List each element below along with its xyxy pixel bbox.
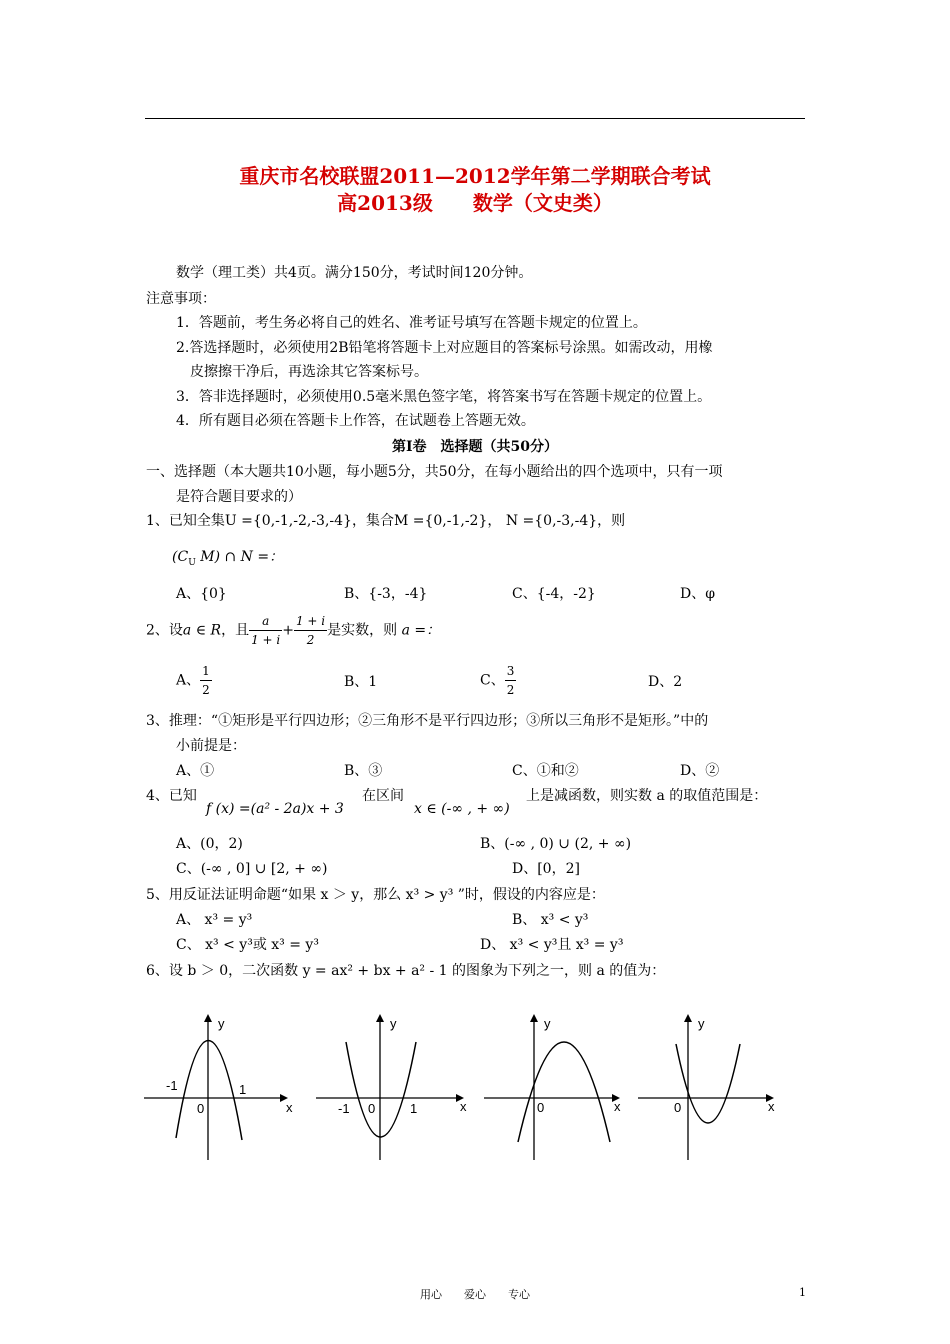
notes-heading: 注意事项：: [146, 291, 216, 307]
section-title: 第Ⅰ卷 选择题（共50分）: [391, 439, 559, 455]
y-label: y: [390, 1016, 397, 1031]
exam-subtitle: 高2013级 数学（文史类）: [337, 191, 613, 215]
q2-option-d: D、2: [648, 674, 683, 690]
q2-option-a: A、 $\frac{1}{2}$: [176, 664, 210, 697]
graph-2: [316, 1012, 472, 1162]
parabola: [518, 1042, 610, 1142]
exam-title: 重庆市名校联盟2011—2012学年第二学期联合考试: [239, 164, 711, 188]
origin-label: 0: [368, 1101, 376, 1116]
x-label: x: [286, 1100, 293, 1115]
q5-option-a: A、 x³ = y³: [176, 912, 253, 928]
footer-motto: 用心 爱心 专心: [420, 1288, 530, 1301]
root-right-label: 1: [410, 1101, 418, 1116]
q1-option-a: A、{0}: [176, 586, 227, 602]
q4-interval: x ∈ (-∞ , + ∞): [414, 801, 510, 817]
q3-option-a: A、①: [176, 763, 215, 779]
y-arrow: [204, 1014, 212, 1022]
q4-option-c: C、(-∞ , 0] ∪ [2, + ∞): [176, 861, 328, 877]
q3-option-b: B、③: [344, 763, 383, 779]
q3-stem-cont: 小前提是：: [176, 738, 246, 754]
q3-stem: 3、推理：“①矩形是平行四边形；②三角形不是平行四边形；③所以三角形不是矩形。”中的: [146, 713, 709, 729]
q4-prefix: 4、已知: [146, 788, 197, 804]
q5-option-b: B、 x³ < y³: [512, 912, 589, 928]
q5-option-d: D、 x³ < y³且 x³ = y³: [480, 937, 624, 953]
q5-option-c: C、 x³ < y³或 x³ = y³: [176, 937, 319, 953]
intro-text: 数学（理工类）共4页。满分150分，考试时间120分钟。: [176, 265, 533, 281]
x-label: x: [460, 1099, 467, 1114]
root-left-label: -1: [338, 1101, 350, 1116]
note-2: 2.答选择题时，必须使用2B铅笔将答题卡上对应题目的答案标号涂黑。如需改动，用橡: [176, 340, 713, 356]
x-label: x: [768, 1099, 775, 1114]
origin-label: 0: [537, 1100, 545, 1115]
y-arrow: [376, 1014, 384, 1022]
part1-line1: 一、选择题（本大题共10小题，每小题5分，共50分，在每小题给出的四个选项中，只有一项: [146, 464, 723, 480]
q1-option-c: C、{-4，-2}: [512, 586, 596, 602]
q4-suffix: 上是减函数，则实数 a 的取值范围是：: [526, 788, 768, 804]
part1-line2: 是符合题目要求的）: [176, 489, 302, 505]
q4-mid: 在区间: [362, 788, 404, 804]
q1-option-d: D、φ: [680, 586, 716, 602]
y-label: y: [544, 1016, 551, 1031]
root-right-label: 1: [239, 1082, 247, 1097]
q2-option-c: C、 $\frac{3}{2}$: [480, 664, 515, 697]
note-4: 4．所有题目必须在答题卡上作答，在试题卷上答题无效。: [176, 413, 535, 429]
graph-1: [144, 1012, 294, 1162]
graph-4: [638, 1012, 788, 1162]
y-arrow: [684, 1014, 692, 1022]
note-3: 3．答非选择题时，必须使用0.5毫米黑色签字笔，将答案书写在答题卡规定的位置上。: [176, 389, 712, 405]
page-number: 1: [799, 1286, 806, 1299]
parabola: [676, 1044, 740, 1123]
note-1: 1．答题前，考生务必将自己的姓名、准考证号填写在答题卡规定的位置上。: [176, 315, 647, 331]
q2-stem: 2、设a ∈ R，且 $\frac{a}{1 + i}$ + $\frac{1 + i}{2}$ 是实数，则 a =：: [146, 614, 441, 647]
origin-label: 0: [674, 1100, 682, 1115]
parabola: [176, 1040, 242, 1140]
q4-option-a: A、(0，2): [176, 836, 243, 852]
q4-option-b: B、(-∞ , 0) ∪ (2, + ∞): [480, 836, 632, 852]
q3-option-c: C、①和②: [512, 763, 579, 779]
x-label: x: [614, 1099, 621, 1114]
q5-stem: 5、用反证法证明命题“如果 x ＞ y，那么 x³ > y³ ”时，假设的内容应是：: [146, 887, 605, 903]
q4-function: f (x) =(a² - 2a)x + 3: [206, 801, 344, 817]
y-label: y: [218, 1016, 225, 1031]
q3-option-d: D、②: [680, 763, 720, 779]
q6-stem: 6、设 b ＞ 0，二次函数 y = ax² + bx + a² - 1 的图象为下列之一，则 a 的值为：: [146, 963, 666, 979]
graph-3: [484, 1012, 634, 1162]
y-label: y: [698, 1016, 705, 1031]
q1-option-b: B、{-3，-4}: [344, 586, 428, 602]
q1-expression: ($C_U$ M) ∩ N =：: [172, 549, 284, 568]
q1-stem: 1、已知全集U ={0,-1,-2,-3,-4}，集合M ={0,-1,-2}， N ={0,-3,-4}，则: [146, 513, 626, 529]
header-rule: [145, 118, 805, 119]
y-arrow: [530, 1014, 538, 1022]
q4-option-d: D、[0，2]: [512, 861, 580, 877]
origin-label: 0: [197, 1101, 205, 1116]
note-2-cont: 皮擦擦干净后，再选涂其它答案标号。: [190, 364, 428, 380]
parabola: [346, 1042, 416, 1137]
root-left-label: -1: [166, 1078, 178, 1093]
q2-option-b: B、1: [344, 674, 378, 690]
